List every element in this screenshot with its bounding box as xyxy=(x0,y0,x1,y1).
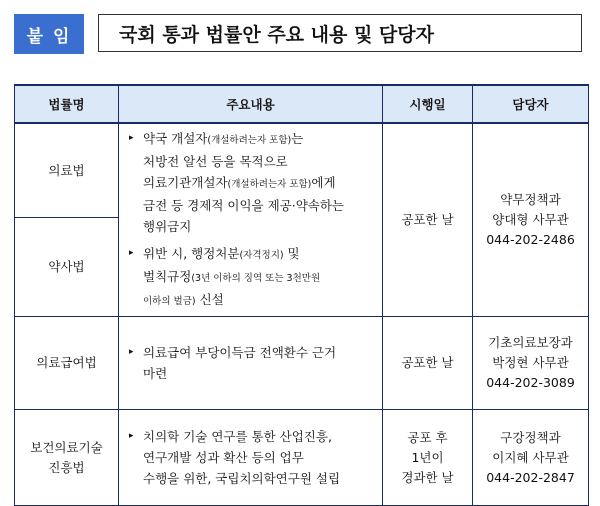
column-header-contact: 담당자 xyxy=(473,85,589,123)
contact-cell: 구강정책과 이지혜 사무관 044-202-2847 xyxy=(473,410,589,506)
contact-cell: 약무정책과 양대형 사무관 044-202-2486 xyxy=(473,123,589,317)
table-header-row xyxy=(15,85,589,123)
content-cell xyxy=(119,123,383,317)
header xyxy=(14,14,586,54)
law-name-cell: 의료급여법 xyxy=(15,317,119,410)
contact-cell: 기초의료보장과 박정현 사무관 044-202-3089 xyxy=(473,317,589,410)
date-cell: 공포한 날 xyxy=(383,123,473,317)
date-cell: 공포한 날 xyxy=(383,317,473,410)
table-row xyxy=(15,123,589,218)
law-name-cell: 보건의료기술 진흥법 xyxy=(15,410,119,506)
column-header-law: 법률명 xyxy=(15,85,119,123)
bullet-icon: ▸ xyxy=(129,431,134,441)
list-item: ▸ 위반 시, 행정처분(자격정지) 및 벌칙규정(3년 이하의 징역 또는 3천만원 이하의 벌금) 신설 xyxy=(129,243,376,312)
list-item: ▸ 약국 개설자(개설하려는자 포함)는 처방전 알선 등을 목적으로 의료기관개설자(개설하려는자 포함)에게 금전 등 경제적 이익을 제공·약속하는 행위금지 xyxy=(129,128,376,237)
law-name-cell: 의료법 xyxy=(15,123,119,218)
table-row xyxy=(15,410,589,506)
table-row xyxy=(15,317,589,410)
content-cell xyxy=(119,317,383,410)
list-item: ▸ 의료급여 부당이득금 전액환수 근거 마련 xyxy=(129,342,376,384)
page-title: 국회 통과 법률안 주요 내용 및 담당자 xyxy=(98,14,582,52)
date-cell: 공포 후 1년이 경과한 날 xyxy=(383,410,473,506)
list-item: ▸ 치의학 기술 연구를 통한 산업진흥, 연구개발 성과 확산 등의 업무 수행을 위한, 국립치의학연구원 설립 xyxy=(129,426,376,489)
content-cell xyxy=(119,410,383,506)
column-header-content: 주요내용 xyxy=(119,85,383,123)
attachment-badge: 붙 임 xyxy=(14,14,84,54)
law-name-cell: 약사법 xyxy=(15,218,119,317)
bullet-icon: ▸ xyxy=(129,248,134,258)
column-header-date: 시행일 xyxy=(383,85,473,123)
law-table xyxy=(14,84,589,506)
bullet-icon: ▸ xyxy=(129,347,134,357)
bullet-icon: ▸ xyxy=(129,133,134,143)
